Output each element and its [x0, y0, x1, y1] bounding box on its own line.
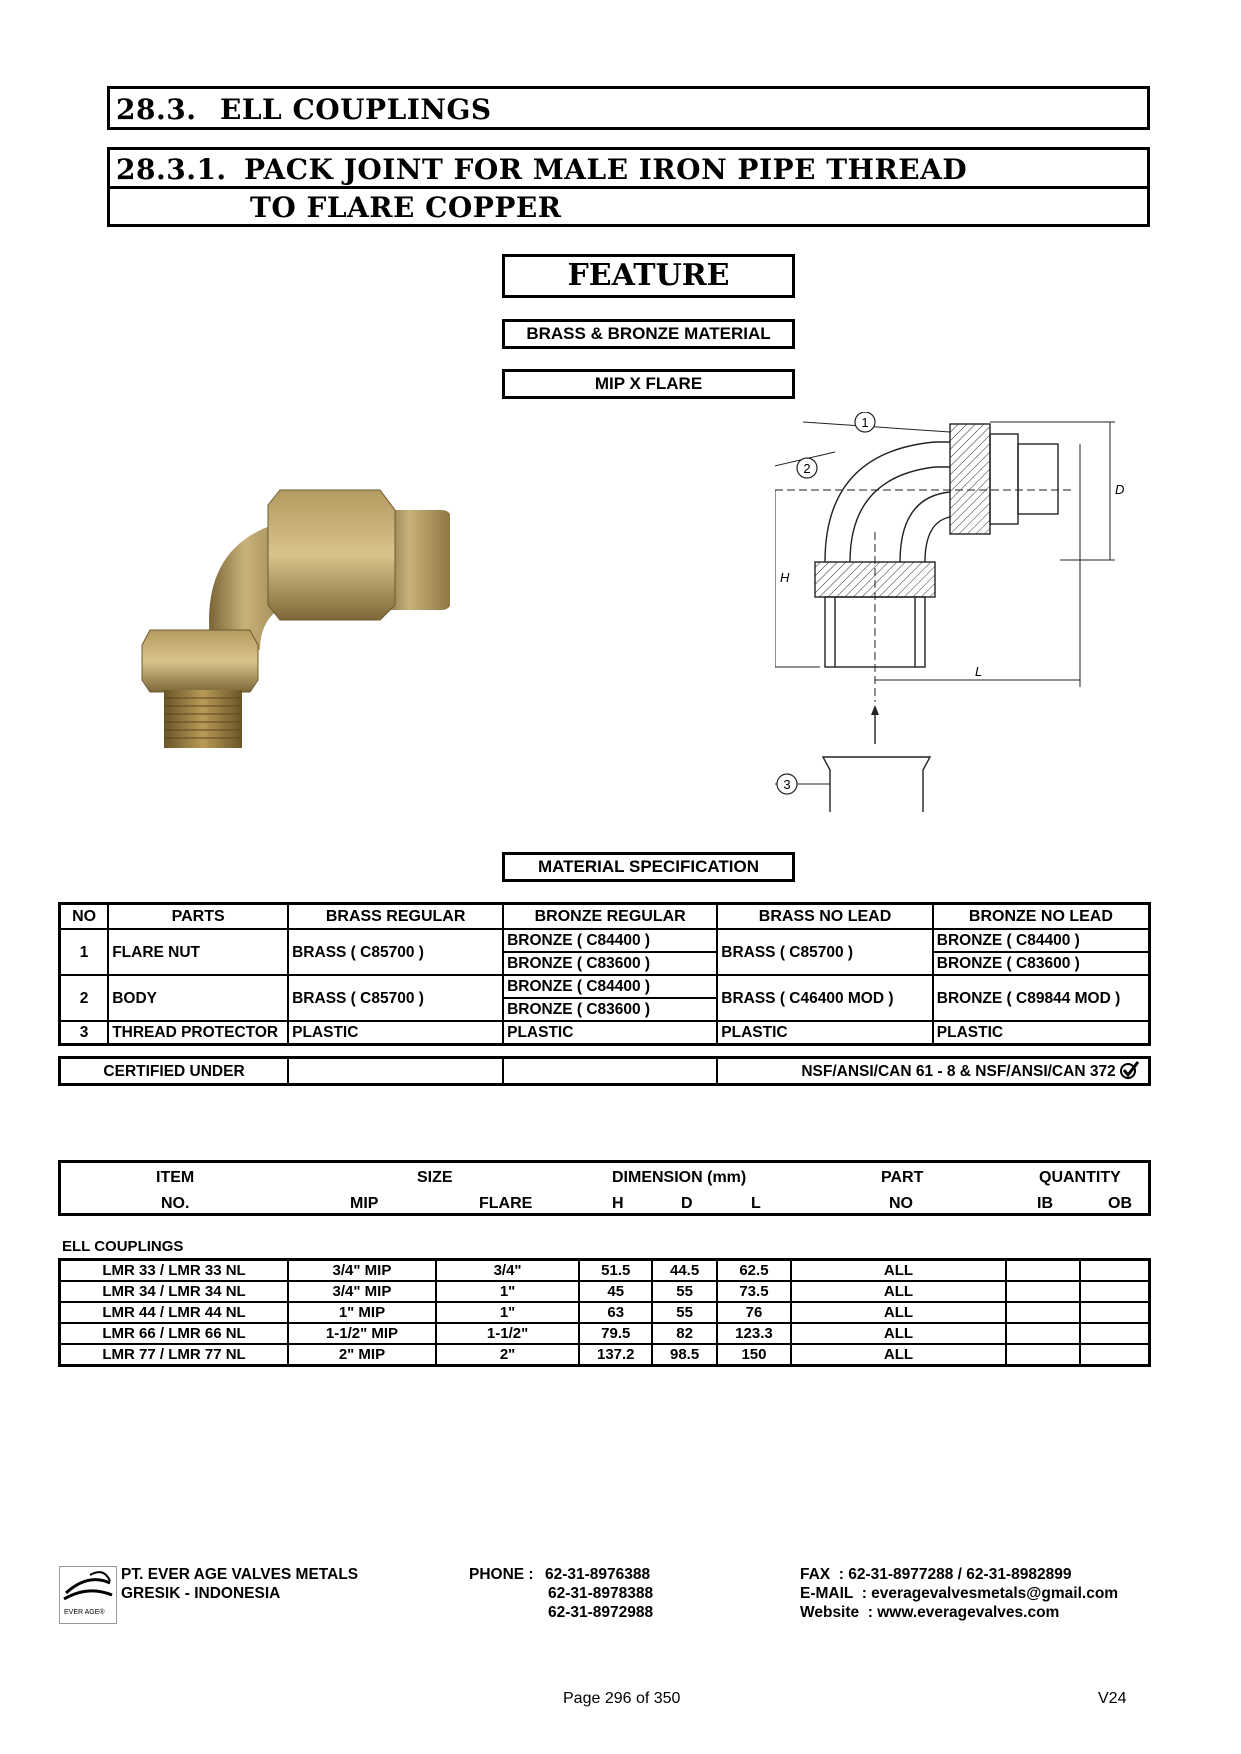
feature-heading: FEATURE [502, 254, 795, 298]
flare-nut [268, 490, 395, 620]
material-spec-heading: MATERIAL SPECIFICATION [502, 852, 795, 882]
cell-d: 82 [652, 1323, 717, 1344]
cell-item: LMR 33 / LMR 33 NL [60, 1260, 289, 1282]
table-row [60, 1260, 1150, 1282]
hdr-ib: IB [1037, 1195, 1053, 1212]
cell-part: ALL [791, 1302, 1006, 1323]
spec-bronze-no-lead: BRONZE ( C83600 ) [933, 952, 1150, 975]
cell-item: LMR 44 / LMR 44 NL [60, 1302, 289, 1323]
cell-part: ALL [791, 1323, 1006, 1344]
hdr-ob: OB [1108, 1195, 1132, 1212]
cell-flare: 2" [436, 1344, 580, 1366]
cell-item: LMR 34 / LMR 34 NL [60, 1281, 289, 1302]
certified-value: NSF/ANSI/CAN 61 - 8 & NSF/ANSI/CAN 372 [801, 1063, 1116, 1080]
cell-ib [1006, 1281, 1080, 1302]
version: V24 [1098, 1690, 1127, 1707]
certified-empty-2 [503, 1058, 717, 1085]
mip-thread [164, 690, 242, 748]
spec-part: BODY [108, 975, 288, 1021]
certification-row [60, 1058, 1150, 1085]
cell-ob [1080, 1323, 1150, 1344]
subsection-title-line1: PACK JOINT FOR MALE IRON PIPE THREAD [244, 153, 968, 186]
product-photo [140, 480, 450, 750]
hdr-quantity: QUANTITY [1039, 1169, 1121, 1186]
cell-ob [1080, 1281, 1150, 1302]
col-brass-regular: BRASS REGULAR [288, 904, 503, 930]
cell-h: 51.5 [579, 1260, 652, 1282]
cell-h: 79.5 [579, 1323, 652, 1344]
spec-brass-regular: BRASS ( C85700 ) [288, 975, 503, 1021]
spec-row [60, 975, 1150, 998]
logo-wave-icon [60, 1569, 116, 1609]
page-number: Page 296 of 350 [563, 1690, 681, 1707]
certification-table [58, 1056, 1151, 1086]
cell-part: ALL [791, 1344, 1006, 1366]
spec-brass-regular: PLASTIC [288, 1021, 503, 1045]
cell-ib [1006, 1260, 1080, 1282]
cell-mip: 1-1/2" MIP [288, 1323, 436, 1344]
phone-2: 62-31-8978388 [548, 1585, 654, 1602]
dim-label-d: D [1115, 482, 1125, 497]
spec-brass-no-lead: BRASS ( C46400 MOD ) [717, 975, 933, 1021]
col-no: NO [60, 904, 109, 930]
spec-brass-no-lead: BRASS ( C85700 ) [717, 929, 933, 975]
dimension-header [58, 1160, 1151, 1216]
cell-ib [1006, 1323, 1080, 1344]
hdr-d: D [681, 1195, 693, 1212]
dim-label-l: L [975, 664, 983, 679]
table-row [60, 1281, 1150, 1302]
cell-d: 98.5 [652, 1344, 717, 1366]
col-parts: PARTS [108, 904, 288, 930]
callout-3: 3 [783, 777, 791, 792]
phone-label: PHONE : [469, 1566, 534, 1583]
cell-mip: 3/4" MIP [288, 1260, 436, 1282]
cell-item: LMR 77 / LMR 77 NL [60, 1344, 289, 1366]
company-logo [59, 1566, 117, 1624]
dimension-table [58, 1258, 1151, 1367]
cell-flare: 3/4" [436, 1260, 580, 1282]
cell-mip: 3/4" MIP [288, 1281, 436, 1302]
spec-bronze-regular: PLASTIC [503, 1021, 717, 1045]
cell-l: 73.5 [717, 1281, 791, 1302]
spec-brass-regular: BRASS ( C85700 ) [288, 929, 503, 975]
section-number: 28.3. [116, 93, 197, 126]
cell-l: 62.5 [717, 1260, 791, 1282]
cell-flare: 1" [436, 1281, 580, 1302]
cell-h: 63 [579, 1302, 652, 1323]
hdr-size: SIZE [417, 1169, 453, 1186]
feature-item-connection: MIP X FLARE [502, 369, 795, 399]
table-row [60, 1302, 1150, 1323]
spec-bronze-regular: BRONZE ( C84400 ) [503, 929, 717, 952]
hdr-h: H [612, 1195, 624, 1212]
callout-2: 2 [803, 461, 811, 476]
hdr-l: L [751, 1195, 761, 1212]
table-row [60, 1344, 1150, 1366]
logo-text: EVER AGE® [64, 1609, 105, 1616]
company-city: GRESIK - INDONESIA [121, 1585, 281, 1602]
certified-cell [717, 1058, 1150, 1085]
subsection-header [107, 147, 1150, 227]
company-name: PT. EVER AGE VALVES METALS [121, 1566, 359, 1583]
hdr-item-no: NO. [161, 1195, 190, 1212]
section-header [107, 86, 1150, 130]
certified-label: CERTIFIED UNDER [60, 1058, 289, 1085]
cell-part: ALL [791, 1260, 1006, 1282]
cell-ob [1080, 1344, 1150, 1366]
spec-no: 2 [60, 975, 109, 1021]
fax: FAX : 62-31-8977288 / 62-31-8982899 [800, 1566, 1072, 1583]
hdr-mip: MIP [350, 1195, 379, 1212]
technical-drawing [775, 412, 1140, 812]
spec-bronze-no-lead: BRONZE ( C84400 ) [933, 929, 1150, 952]
spec-part: FLARE NUT [108, 929, 288, 975]
spec-bronze-no-lead: PLASTIC [933, 1021, 1150, 1045]
callout-1: 1 [861, 415, 869, 430]
subsection-title-line2: TO FLARE COPPER [250, 191, 562, 224]
spec-bronze-regular: BRONZE ( C83600 ) [503, 952, 717, 975]
table-row [60, 1323, 1150, 1344]
cell-part: ALL [791, 1281, 1006, 1302]
spec-bronze-regular: BRONZE ( C83600 ) [503, 998, 717, 1021]
cell-h: 45 [579, 1281, 652, 1302]
spec-no: 1 [60, 929, 109, 975]
spec-bronze-no-lead: BRONZE ( C89844 MOD ) [933, 975, 1150, 1021]
feature-item-material: BRASS & BRONZE MATERIAL [502, 319, 795, 349]
cell-ob [1080, 1302, 1150, 1323]
spec-brass-no-lead: PLASTIC [717, 1021, 933, 1045]
cell-flare: 1-1/2" [436, 1323, 580, 1344]
cell-d: 44.5 [652, 1260, 717, 1282]
spec-part: THREAD PROTECTOR [108, 1021, 288, 1045]
email: E-MAIL : everagevalvesmetals@gmail.com [800, 1585, 1119, 1602]
cell-flare: 1" [436, 1302, 580, 1323]
certified-empty-1 [288, 1058, 503, 1085]
hdr-part: PART [881, 1169, 924, 1186]
subsection-divider [110, 186, 1147, 189]
spec-header-row [60, 904, 1150, 930]
cell-l: 123.3 [717, 1323, 791, 1344]
col-brass-no-lead: BRASS NO LEAD [717, 904, 933, 930]
hdr-flare: FLARE [479, 1195, 533, 1212]
cell-item: LMR 66 / LMR 66 NL [60, 1323, 289, 1344]
hdr-part-no: NO [889, 1195, 913, 1212]
hdr-dimension: DIMENSION (mm) [612, 1169, 747, 1186]
col-bronze-regular: BRONZE REGULAR [503, 904, 717, 930]
section-title: ELL COUPLINGS [220, 93, 492, 126]
spec-no: 3 [60, 1021, 109, 1045]
subsection-number: 28.3.1. [116, 153, 227, 186]
spec-row [60, 929, 1150, 952]
material-spec-table [58, 902, 1151, 1046]
cell-ob [1080, 1260, 1150, 1282]
website: Website : www.everagevalves.com [800, 1604, 1060, 1621]
cell-d: 55 [652, 1302, 717, 1323]
group-label: ELL COUPLINGS [62, 1238, 184, 1255]
check-seal-icon [1120, 1061, 1140, 1079]
body-hex [142, 630, 258, 692]
cell-ib [1006, 1344, 1080, 1366]
cell-h: 137.2 [579, 1344, 652, 1366]
spec-bronze-regular: BRONZE ( C84400 ) [503, 975, 717, 998]
cell-d: 55 [652, 1281, 717, 1302]
col-bronze-no-lead: BRONZE NO LEAD [933, 904, 1150, 930]
spec-row [60, 1021, 1150, 1045]
phone-1: 62-31-8976388 [545, 1566, 651, 1583]
cell-l: 76 [717, 1302, 791, 1323]
dim-label-h: H [780, 570, 790, 585]
cell-mip: 1" MIP [288, 1302, 436, 1323]
cell-l: 150 [717, 1344, 791, 1366]
cell-mip: 2" MIP [288, 1344, 436, 1366]
hdr-item: ITEM [156, 1169, 195, 1186]
phone-3: 62-31-8972988 [548, 1604, 654, 1621]
cell-ib [1006, 1302, 1080, 1323]
